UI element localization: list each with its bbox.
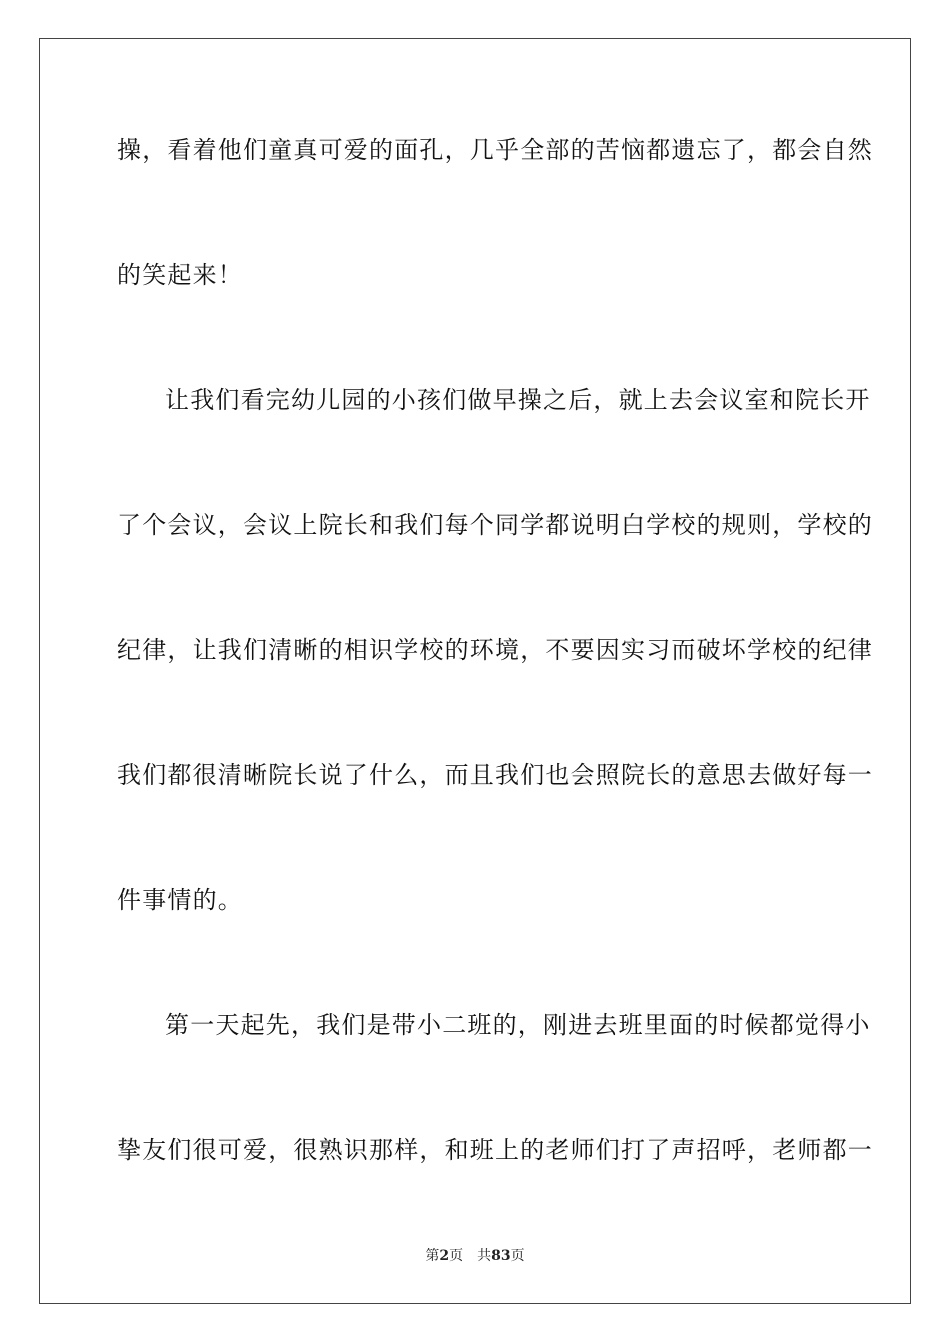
page-prefix: 第 (425, 1248, 440, 1264)
text-line-8: 第一天起先，我们是带小二班的，刚进去班里面的时候都觉得小 (165, 1011, 871, 1039)
text-line-1: 操，看着他们童真可爱的面孔，几乎全部的苦恼都遗忘了，都会自然 (117, 136, 873, 164)
text-line-6: 我们都很清晰院长说了什么，而且我们也会照院长的意思去做好每一 (117, 761, 873, 789)
page-footer (0, 1246, 950, 1266)
total-prefix: 共 (477, 1248, 492, 1264)
text-line-9: 挚友们很可爱，很熟识那样，和班上的老师们打了声招呼，老师都一 (117, 1136, 873, 1164)
page-suffix: 页 (449, 1248, 464, 1264)
text-line-4: 了个会议，会议上院长和我们每个同学都说明白学校的规则，学校的 (117, 511, 873, 539)
text-line-2: 的笑起来！ (117, 261, 243, 289)
total-suffix: 页 (510, 1248, 525, 1264)
page-frame (39, 38, 911, 1304)
text-line-5: 纪律，让我们清晰的相识学校的环境，不要因实习而破坏学校的纪律 (117, 636, 873, 664)
text-line-7: 件事情的。 (117, 886, 243, 914)
text-line-3: 让我们看完幼儿园的小孩们做早操之后，就上去会议室和院长开 (165, 386, 871, 414)
total-pages: 83 (491, 1248, 511, 1264)
page-number: 2 (439, 1248, 450, 1264)
